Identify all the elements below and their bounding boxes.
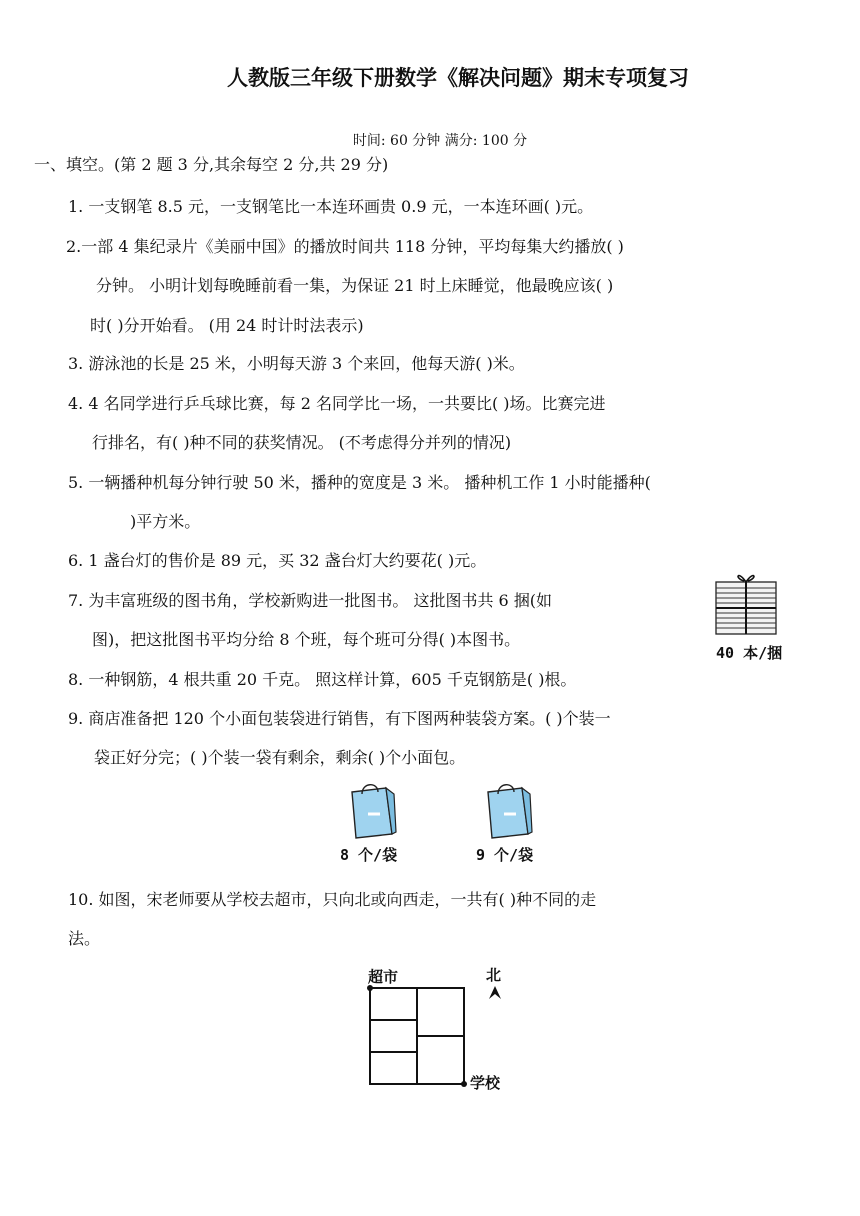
map-school-label: 学校 <box>470 1074 501 1092</box>
exam-meta: 时间: 60 分钟 满分: 100 分 <box>352 133 528 149</box>
question-2-line-1: 2.一部 4 集纪录片《美丽中国》的播放时间共 118 分钟，平均每集大约播放( ) <box>66 237 624 256</box>
bag-9-caption: 9 个/袋 <box>476 846 534 864</box>
question-10-line-1: 10. 如图，宋老师要从学校去超市，只向北或向西走，一共有( )种不同的走 <box>68 890 597 909</box>
question-2-line-2: 分钟。 小明计划每晚睡前看一集，为保证 21 时上床睡觉，他最晚应该( ) <box>96 276 614 295</box>
bag-8-caption: 8 个/袋 <box>340 846 398 864</box>
map-north-label: 北 <box>486 966 502 984</box>
question-7-line-2: 图)，把这批图书平均分给 8 个班，每个班可分得( )本图书。 <box>92 630 521 649</box>
question-10-line-2: 法。 <box>68 929 101 948</box>
question-9-line-1: 9. 商店准备把 120 个小面包装袋进行销售，有下图两种装袋方案。( )个装一 <box>68 709 611 728</box>
question-5-line-2: )平方米。 <box>130 512 201 531</box>
section-heading: 一、填空。(第 2 题 3 分,其余每空 2 分,共 29 分) <box>34 155 389 174</box>
route-grid-map <box>362 980 472 1090</box>
page-title: 人教版三年级下册数学《解决问题》期末专项复习 <box>227 65 689 90</box>
book-bundle-image <box>708 568 788 638</box>
question-9-line-2: 袋正好分完；( )个装一袋有剩余，剩余( )个小面包。 <box>94 748 466 767</box>
bag-8-image <box>346 784 398 842</box>
question-4-line-2: 行排名，有( )种不同的获奖情况。 (不考虑得分并列的情况) <box>92 433 512 452</box>
question-4-line-1: 4. 4 名同学进行乒乓球比赛，每 2 名同学比一场，一共要比( )场。比赛完进 <box>68 394 606 413</box>
bag-9-image <box>482 784 534 842</box>
map-supermarket-label: 超市 <box>368 968 399 986</box>
question-6: 6. 1 盏台灯的售价是 89 元，买 32 盏台灯大约要花( )元。 <box>68 551 487 570</box>
question-2-line-3: 时( )分开始看。 (用 24 时计时法表示) <box>90 316 364 335</box>
question-1: 1. 一支钢笔 8.5 元，一支钢笔比一本连环画贵 0.9 元，一本连环画( )元。 <box>68 197 594 216</box>
question-5-line-1: 5. 一辆播种机每分钟行驶 50 米，播种的宽度是 3 米。 播种机工作 1 小时能播种( <box>68 473 651 492</box>
question-3: 3. 游泳池的长是 25 米，小明每天游 3 个来回，他每天游( )米。 <box>68 354 525 373</box>
question-7-line-1: 7. 为丰富班级的图书角，学校新购进一批图书。 这批图书共 6 捆(如 <box>68 591 553 610</box>
book-bundle-caption: 40 本/捆 <box>716 644 783 662</box>
question-8: 8. 一种钢筋，4 根共重 20 千克。 照这样计算，605 千克钢筋是( )根。 <box>68 670 577 689</box>
north-arrow-icon <box>487 985 503 1001</box>
